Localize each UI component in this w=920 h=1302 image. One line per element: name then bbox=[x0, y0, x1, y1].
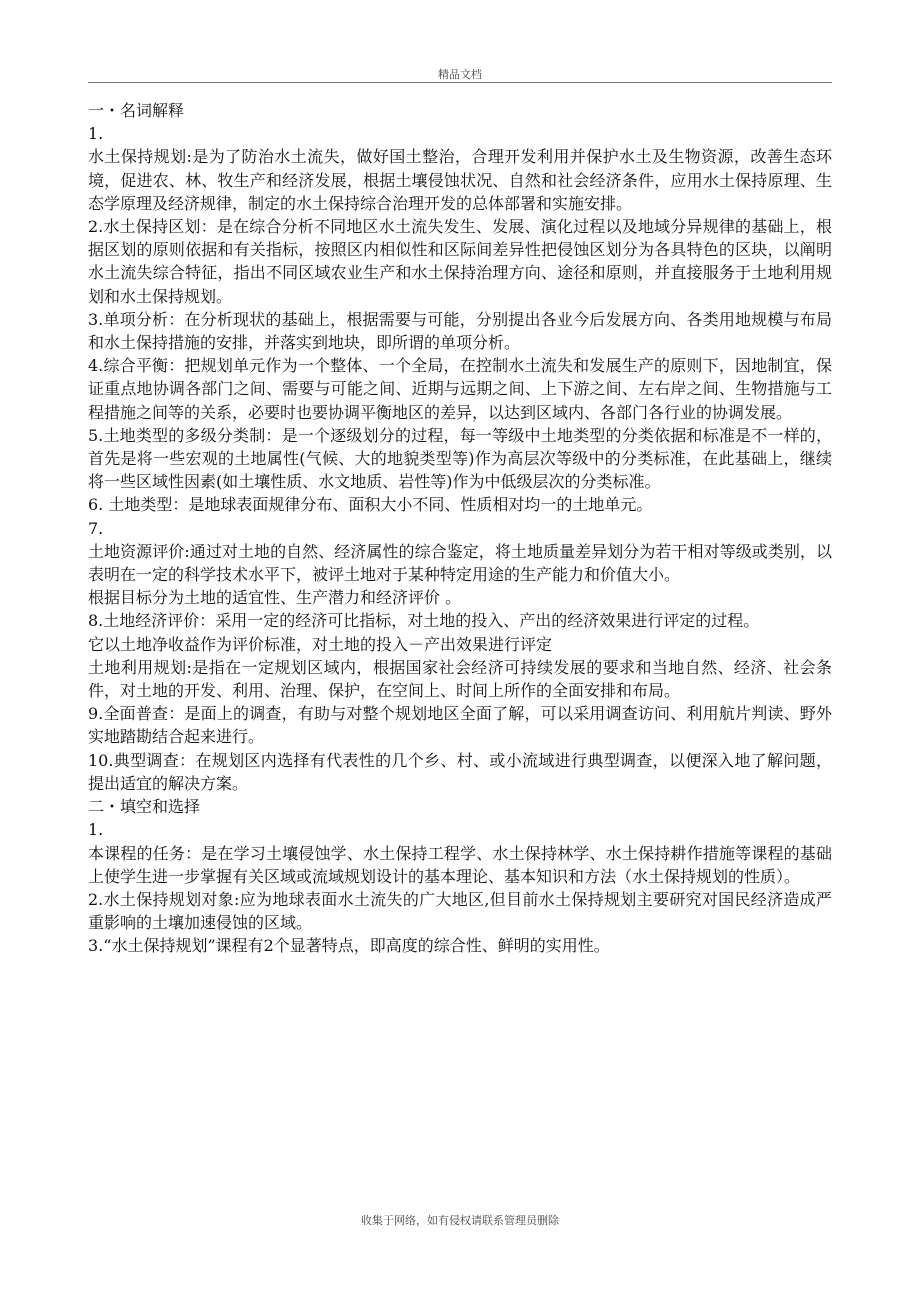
paragraph: 3.单项分析：在分析现状的基础上，根据需要与可能，分别提出各业今后发展方向、各类用地规模与布局和水土保持措施的安排，并落实到地块，即所谓的单项分析。 bbox=[88, 309, 832, 353]
paragraph: 它以土地净收益作为评价标准，对土地的投入－产出效果进行评定 bbox=[88, 634, 553, 654]
paragraph: 土地利用规划:是指在一定规划区域内，根据国家社会经济可持续发展的要求和当地自然、经济、社会条件，对土地的开发、利用、治理、保护，在空间上、时间上所作的全面安排和布局。 bbox=[88, 657, 832, 701]
paragraph: 2.水土保持规划对象:应为地球表面水土流失的广大地区,但目前水土保持规划主要研究对国民经济造成严重影响的土壤加速侵蚀的区域。 bbox=[88, 889, 832, 933]
paragraph: 9.全面普查：是面上的调查，有助与对整个规划地区全面了解，可以采用调查访问、利用航片判读、野外实地踏勘结合起来进行。 bbox=[88, 704, 832, 747]
paragraph: 2.水土保持区划：是在综合分析不同地区水土流失发生、发展、演化过程以及地域分异规律的基础上，根据区划的原则依据和有关指标，按照区内相似性和区际间差异性把侵蚀区划分为各具特色的区块，以阐明水土流失综合特征，指出不同区域农业生产和水土保持治理方向、途径和原则，并直接服务于土地利用规划和水土保持规划。 bbox=[88, 217, 832, 306]
paragraph: 根据目标分为土地的适宜性、生产潜力和经济评价 。 bbox=[88, 588, 462, 608]
paragraph: 5.土地类型的多级分类制：是一个逐级划分的过程，每一等级中土地类型的分类依据和标准是不一样的，首先是将一些宏观的土地属性(气候、大的地貌类型等)作为高层次等级中的分类标准，在此基础上，继续将一些区域性因素(如土壤性质、水文地质、岩性等)作为中低级层次的分类标准。 bbox=[88, 425, 832, 492]
paragraph: 3.“水土保持规划”课程有2个显著特点，即高度的综合性、鲜明的实用性。 bbox=[88, 936, 610, 956]
section-heading: 一・名词解释 bbox=[88, 101, 185, 120]
header-divider bbox=[88, 82, 832, 83]
paragraph: 1. bbox=[88, 820, 104, 840]
document-body bbox=[88, 99, 832, 958]
paragraph: 8.土地经济评价：采用一定的经济可比指标，对土地的投入、产出的经济效果进行评定的过程。 bbox=[88, 611, 760, 631]
page-footer: 收集于网络，如有侵权请联系管理员删除 bbox=[361, 1214, 559, 1227]
paragraph: 1. bbox=[88, 124, 104, 144]
paragraph: 水土保持规划:是为了防治水土流失，做好国土整治，合理开发利用并保护水土及生物资源，改善生态环境，促进农、林、牧生产和经济发展，根据土壤侵蚀状况、自然和社会经济条件，应用水土保持原理、生态学原理及经济规律，制定的水土保持综合治理开发的总体部署和实施安排。 bbox=[88, 147, 832, 213]
section-heading: 二・填空和选择 bbox=[88, 797, 201, 817]
paragraph: 7. bbox=[88, 518, 104, 538]
paragraph: 土地资源评价:通过对土地的自然、经济属性的综合鉴定，将土地质量差异划分为若干相对等级或类别，以表明在一定的科学技术水平下，被评土地对于某种特定用途的生产能力和价值大小。 bbox=[88, 541, 832, 585]
page-header: 精品文档 bbox=[438, 68, 482, 81]
paragraph: 4.综合平衡：把规划单元作为一个整体、一个全局，在控制水土流失和发展生产的原则下，因地制宜，保证重点地协调各部门之间、需要与可能之间、近期与远期之间、上下游之间、左右岸之间、生物措施与工程措施之间等的关系，必要时也要协调平衡地区的差异，以达到区域内、各部门各行业的协调发展。 bbox=[88, 356, 832, 422]
paragraph: 本课程的任务：是在学习土壤侵蚀学、水土保持工程学、水土保持林学、水土保持耕作措施等课程的基础上使学生进一步掌握有关区域或流域规划设计的基本理论、基本知识和方法（水土保持规划的性质）。 bbox=[88, 843, 832, 886]
paragraph: 10.典型调查：在规划区内选择有代表性的几个乡、村、或小流域进行典型调查，以便深入地了解问题，提出适宜的解决方案。 bbox=[88, 750, 832, 793]
paragraph: 6. 土地类型：是地球表面规律分布、面积大小不同、性质相对均一的土地单元。 bbox=[88, 495, 653, 515]
